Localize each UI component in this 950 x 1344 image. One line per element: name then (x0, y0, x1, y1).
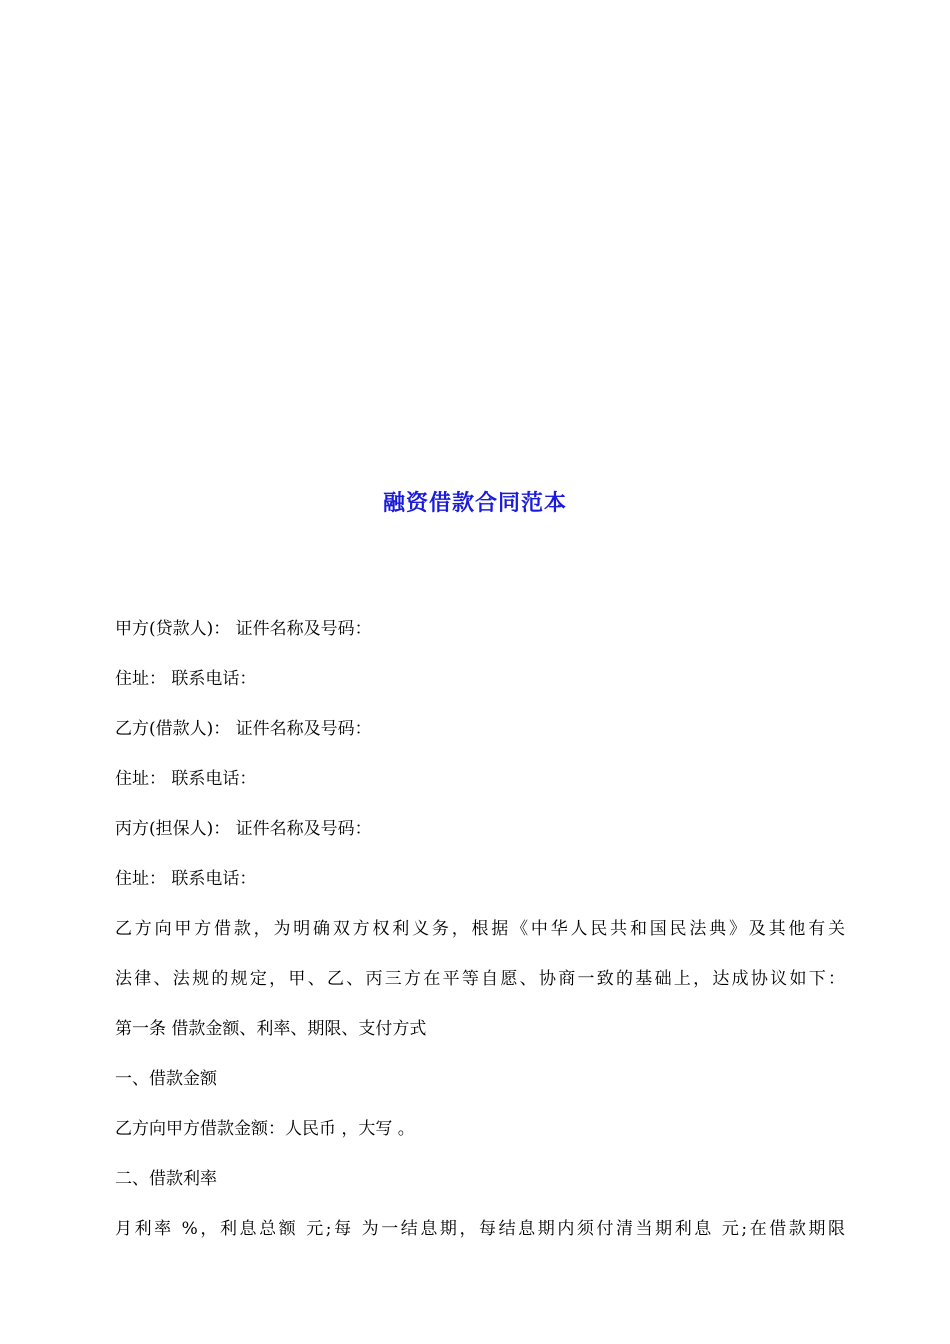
document-body (115, 604, 845, 1254)
preamble-line-2: 法律、法规的规定，甲、乙、丙三方在平等自愿、协商一致的基础上，达成协议如下： (115, 969, 845, 989)
preamble-line-1: 乙方向甲方借款，为明确双方权利义务，根据《中华人民共和国民法典》及其他有关 (115, 919, 845, 939)
party-c-line: 丙方(担保人)： 证件名称及号码： (115, 819, 372, 839)
party-a-line: 甲方(贷款人)： 证件名称及号码： (115, 619, 372, 639)
loan-rate-line: 月利率 %，利息总额 元;每 为一结息期，每结息期内须付清当期利息 元;在借款期限 (115, 1219, 845, 1239)
party-b-address-line: 住址： 联系电话： (115, 769, 257, 789)
party-c-address-line: 住址： 联系电话： (115, 869, 257, 889)
party-a-address-line: 住址： 联系电话： (115, 669, 257, 689)
section-loan-amount-heading: 一、借款金额 (115, 1069, 217, 1089)
party-b-line: 乙方(借款人)： 证件名称及号码： (115, 719, 372, 739)
document-title: 融资借款合同范本 (382, 491, 567, 516)
section-loan-rate-heading: 二、借款利率 (115, 1169, 217, 1189)
article-1-heading: 第一条 借款金额、利率、期限、支付方式 (115, 1019, 427, 1039)
loan-amount-line: 乙方向甲方借款金额：人民币 ，大写 。 (115, 1119, 415, 1139)
